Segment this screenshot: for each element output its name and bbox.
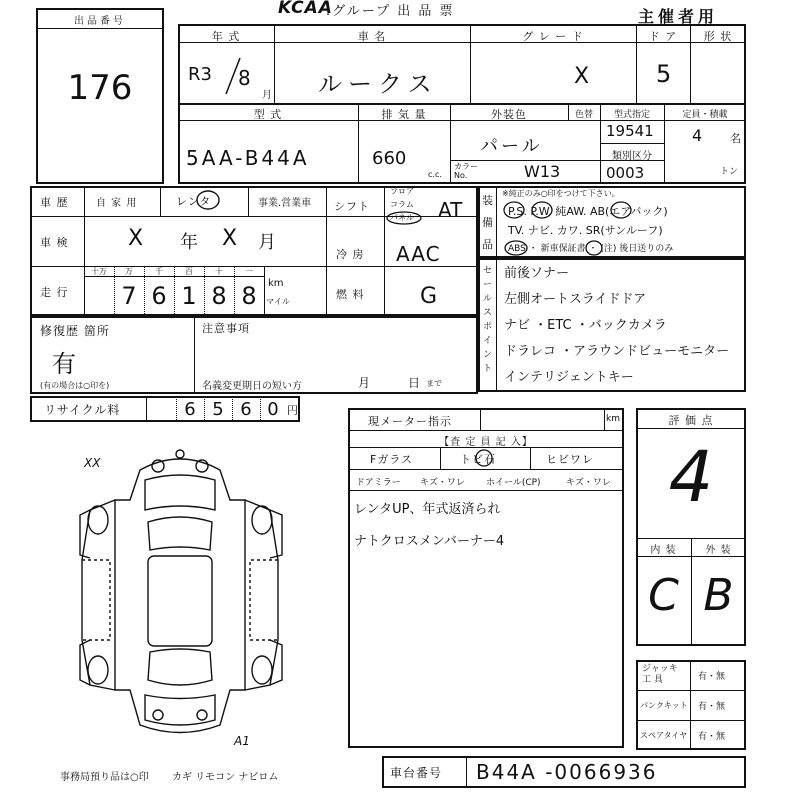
inspector-header: 【査 定 員 記 入】 bbox=[439, 437, 533, 448]
chassis-label: 車台番号 bbox=[390, 766, 443, 780]
interior-label: 内 装 bbox=[650, 545, 677, 556]
rating-label: 評 価 点 bbox=[668, 414, 714, 427]
shift-circle-mark bbox=[384, 210, 424, 226]
chassis-number: B44A -0066936 bbox=[476, 760, 658, 784]
expiry-month: 月 bbox=[358, 376, 372, 390]
displacement-value: 660 bbox=[372, 148, 407, 169]
doors-label: ド ア bbox=[648, 30, 678, 43]
lot-number-label: 出品番号 bbox=[74, 16, 126, 27]
exterior-color-label: 外装色 bbox=[491, 108, 527, 121]
puncture-kit-label: パンクキット bbox=[640, 701, 688, 710]
inspection-year-mark: X bbox=[128, 226, 144, 251]
year-era: R3 bbox=[188, 64, 212, 85]
equipment-note: ※純正のみ○印をつけて下さい。 bbox=[502, 189, 620, 198]
equipment-circle-marks bbox=[502, 198, 742, 256]
rental-circle-mark bbox=[194, 188, 222, 212]
type-spec-label: 型式指定 bbox=[613, 110, 650, 120]
caution-label: 注意事項 bbox=[202, 322, 250, 335]
mirror-state: キズ・ワレ bbox=[420, 478, 465, 488]
grade-value: X bbox=[574, 64, 590, 89]
type-spec-value: 19541 bbox=[606, 122, 654, 140]
sales-points-label: セールスポイント bbox=[483, 266, 493, 374]
mileage-km-unit: km bbox=[268, 278, 284, 289]
recycle-digit: 6 bbox=[184, 399, 196, 420]
model-label: 型 式 bbox=[253, 108, 283, 121]
mileage-digit: 7 bbox=[121, 282, 137, 310]
recycle-digit: 5 bbox=[212, 399, 224, 420]
rating-score: 4 bbox=[668, 436, 714, 518]
mileage-unit-100k: 十万 bbox=[91, 267, 107, 276]
equipment-label: 装備品 bbox=[482, 194, 494, 251]
category-label: 類別区分 bbox=[612, 151, 652, 162]
wheel-state: キズ・ワレ bbox=[566, 478, 611, 488]
office-items-note: 事務局預り品は○印 bbox=[60, 772, 149, 783]
car-name-label: 車 名 bbox=[357, 30, 387, 43]
sales-point-item: 左側オートスライドドア bbox=[504, 292, 647, 307]
ton-unit: トン bbox=[720, 167, 739, 177]
jack-label: ジャッキ工 具 bbox=[642, 664, 678, 685]
recycle-digit: 6 bbox=[240, 399, 252, 420]
ac-value: AAC bbox=[396, 242, 441, 266]
capacity-label: 定員・積載 bbox=[682, 110, 728, 120]
expiry-day: 日 bbox=[408, 376, 422, 390]
windshield-label: Fガラス bbox=[370, 453, 413, 466]
repair-label: 修復歴 箇所 bbox=[40, 324, 110, 338]
mileage-digit: 8 bbox=[241, 282, 257, 310]
organizer-label: 主催者用 bbox=[638, 7, 719, 26]
inspection-month-mark: X bbox=[222, 226, 238, 251]
sales-point-item: ドラレコ ・アラウンドビューモニター bbox=[504, 344, 730, 359]
month-unit: 月 bbox=[262, 90, 273, 101]
year-number: 8 bbox=[238, 66, 251, 90]
displacement-label: 排 気 量 bbox=[381, 108, 427, 121]
category-value: 0003 bbox=[606, 164, 645, 182]
color-number-value: W13 bbox=[524, 162, 561, 181]
recycle-unit: 円 bbox=[287, 404, 299, 417]
chip-circle-mark bbox=[474, 448, 494, 468]
inspector-note-2: ナトクロスメンバーナー4 bbox=[354, 534, 505, 549]
recycle-label: リサイクル料 bbox=[44, 403, 121, 417]
brand-logo: KCAA bbox=[278, 0, 333, 18]
exterior-label: 外 装 bbox=[705, 545, 732, 556]
expiry-until: まで bbox=[426, 379, 442, 388]
mileage-unit-1k: 千 bbox=[155, 267, 163, 276]
color-change-label: 色替 bbox=[574, 110, 593, 120]
fuel-label: 燃 料 bbox=[336, 288, 365, 301]
shift-option-floor: フロア bbox=[390, 187, 414, 196]
lot-number-value: 176 bbox=[67, 68, 133, 108]
exterior-grade: B bbox=[703, 570, 734, 621]
color-value: パール bbox=[480, 136, 543, 157]
recycle-digit: 0 bbox=[267, 399, 279, 420]
title-transfer-label: 名義変更期日の短い方 bbox=[202, 381, 302, 392]
doors-value: 5 bbox=[656, 60, 672, 88]
form-title: .グループ 出 品 票 bbox=[326, 4, 455, 19]
meter-unit: km bbox=[606, 414, 620, 424]
mileage-digit: 8 bbox=[211, 282, 227, 310]
model-value: 5AA-B44A bbox=[186, 146, 310, 170]
mileage-label: 走 行 bbox=[40, 286, 69, 299]
inspector-note-1: レンタUP、年式返済られ bbox=[354, 502, 501, 517]
mileage-unit-100: 百 bbox=[185, 267, 193, 276]
car-damage-diagram bbox=[70, 440, 320, 760]
capacity-value: 4 bbox=[692, 126, 703, 145]
equipment-line-2: TV. ナビ. カワ. SR(サンルーフ) bbox=[508, 224, 663, 237]
mileage-unit-10: 十 bbox=[215, 267, 223, 276]
spare-tire-label: スペアタイヤ bbox=[640, 731, 688, 740]
capacity-unit: 名 bbox=[730, 132, 741, 145]
history-rental: レンタ bbox=[176, 195, 212, 208]
puncture-kit-status: 有・無 bbox=[698, 702, 726, 712]
history-business: 事業.営業車 bbox=[258, 198, 312, 209]
shift-label: シフト bbox=[334, 200, 370, 213]
windshield-crack: ヒビワレ bbox=[546, 453, 594, 466]
mirror-label: ドアミラー bbox=[356, 478, 401, 488]
sales-point-item: 前後ソナー bbox=[504, 266, 570, 281]
diagram-mark-a1: A1 bbox=[234, 734, 250, 748]
fuel-value: G bbox=[420, 284, 438, 309]
sales-point-item: ナビ ・ETC ・バックカメラ bbox=[504, 318, 667, 333]
ac-label: 冷 房 bbox=[336, 248, 365, 261]
spare-tire-status: 有・無 bbox=[698, 732, 726, 742]
meter-label: 現メーター指示 bbox=[368, 415, 452, 428]
history-private: 自 家 用 bbox=[96, 198, 138, 209]
windshield-chip: トビ石 bbox=[460, 453, 496, 466]
diagram-mark-xx: XX bbox=[84, 456, 101, 470]
mileage-mile-unit: マイル bbox=[266, 297, 290, 306]
wheel-label: ホイール(CP) bbox=[486, 478, 541, 488]
cc-unit: c.c. bbox=[428, 170, 442, 179]
jack-status: 有・無 bbox=[698, 672, 726, 682]
interior-grade: C bbox=[648, 570, 679, 621]
equipment-line-3: ABS ・ 新車保証書 ・ (注) 後日送りのみ bbox=[508, 244, 674, 254]
car-name: ルークス bbox=[318, 70, 438, 98]
history-label: 車 歴 bbox=[40, 196, 69, 209]
mileage-digit: 1 bbox=[181, 282, 197, 310]
year-label: 年 式 bbox=[211, 30, 241, 43]
shift-value: AT bbox=[438, 198, 463, 222]
grade-label: グ レ ー ド bbox=[522, 30, 584, 43]
inspection-year-unit: 年 bbox=[180, 232, 198, 253]
mileage-unit-10k: 万 bbox=[125, 267, 133, 276]
shift-option-column: コラム bbox=[390, 200, 414, 209]
sales-point-item: インテリジェントキー bbox=[504, 370, 634, 385]
equipment-line-1: P.S. P.W. 純AW. AB(エアバック) bbox=[508, 205, 668, 218]
repair-value: 有 bbox=[52, 350, 76, 378]
shift-option-panel: パネル bbox=[390, 213, 414, 222]
color-number-label: カラー No. bbox=[454, 162, 478, 180]
shape-label: 形 状 bbox=[703, 30, 733, 43]
inspection-label: 車 検 bbox=[40, 236, 69, 249]
mileage-unit-1: 一 bbox=[245, 267, 253, 276]
office-items-list: カギ リモコン ナビロム bbox=[172, 772, 279, 783]
inspection-month-unit: 月 bbox=[258, 232, 276, 253]
repair-note: (有の場合は○印を) bbox=[40, 381, 110, 390]
mileage-digit: 6 bbox=[151, 282, 167, 310]
